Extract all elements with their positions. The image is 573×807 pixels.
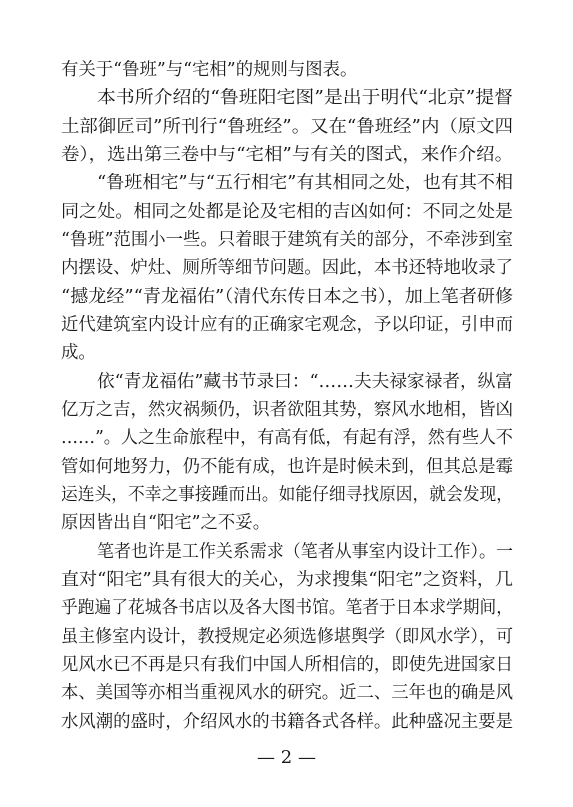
text-line-content: “鲁班”范围小一些。只着眼于建筑有关的部分，不牵涉到室 [61, 230, 514, 250]
text-line [0, 453, 573, 481]
text-line-content: 成。 [61, 343, 96, 364]
text-line [0, 509, 573, 537]
text-line-content: 有关于“鲁班”与“宅相”的规则与图表。 [61, 60, 358, 80]
text-line-content: 本、美国等亦相当重视风水的研究。近二、三年也的确是风 [61, 683, 513, 704]
text-line-content: 卷），选出第三卷中与“宅相”与有关的图式，来作介绍。 [61, 145, 514, 165]
text-line-content: 原因皆出自“阳宅”之不妥。 [61, 513, 271, 534]
text-line [0, 396, 573, 424]
text-line [0, 424, 573, 452]
text-line-content: 依“青龙福佑”藏书节录曰：“……夫夫禄家禄者，纵富 [97, 371, 513, 392]
text-line-content: 虽主修室内设计，教授规定必须选修堪舆学（即风水学），可 [61, 626, 514, 647]
text-line-content: 运连头，不幸之事接踵而出。如能仔细寻找原因，就会发现， [61, 485, 514, 505]
text-line [0, 56, 573, 84]
text-line-content: 同之处。相同之处都是论及宅相的吉凶如何：不同之处是 [61, 201, 513, 222]
text-line [0, 113, 573, 141]
text-line [0, 169, 573, 197]
text-line-content: 本书所介绍的“鲁班阳宅图”是出于明代“北京”提督 [97, 88, 514, 109]
text-line [0, 198, 573, 226]
text-line [0, 339, 573, 367]
text-line-content: 内摆设、炉灶、厕所等细节问题。因此，本书还特地收录了 [61, 258, 513, 279]
text-line-content: 亿万之吉，然灾祸频仍，识者欲阻其势，察风水地相，皆凶 [61, 400, 513, 420]
text-line [0, 84, 573, 112]
page-number: — 2 — [257, 747, 316, 768]
text-line-content: 土部御匠司”所刊行“鲁班经”。又在“鲁班经”内（原文四 [61, 116, 514, 137]
text-line-content: 笔者也许是工作关系需求（笔者从事室内设计工作）。一 [97, 541, 513, 562]
text-line-content: 近代建筑室内设计应有的正确家宅观念，予以印证，引申而 [61, 315, 513, 335]
text-line [0, 283, 573, 311]
text-line [0, 141, 573, 169]
text-line-content: 直对“阳宅”具有很大的关心，为求搜集“阳宅”之资料，几 [61, 570, 513, 590]
text-line-content: 见风水已不再是只有我们中国人所相信的，即使先进国家日 [61, 655, 513, 675]
text-line-content: “鲁班相宅”与“五行相宅”有其相同之处，也有其不相 [97, 173, 514, 194]
text-line-content: ……”。人之生命旅程中，有高有低，有起有浮，然有些人不 [61, 428, 513, 449]
text-line [0, 226, 573, 254]
text-line-content: “撼龙经”“青龙福佑”（清代东传日本之书），加上笔者研修 [61, 286, 514, 307]
text-line-content: 管如何地努力，仍不能有成，也许是时候未到，但其总是霉 [61, 456, 513, 477]
text-line [0, 311, 573, 339]
text-line [0, 481, 573, 509]
text-line-content: 乎跑遍了花城各书店以及各大图书馆。笔者于日本求学期间， [61, 598, 514, 619]
text-line [0, 254, 573, 282]
text-line-content: 水风潮的盛时，介绍风水的书籍各式各样。此种盛况主要是 [61, 711, 513, 732]
text-line [0, 368, 573, 396]
